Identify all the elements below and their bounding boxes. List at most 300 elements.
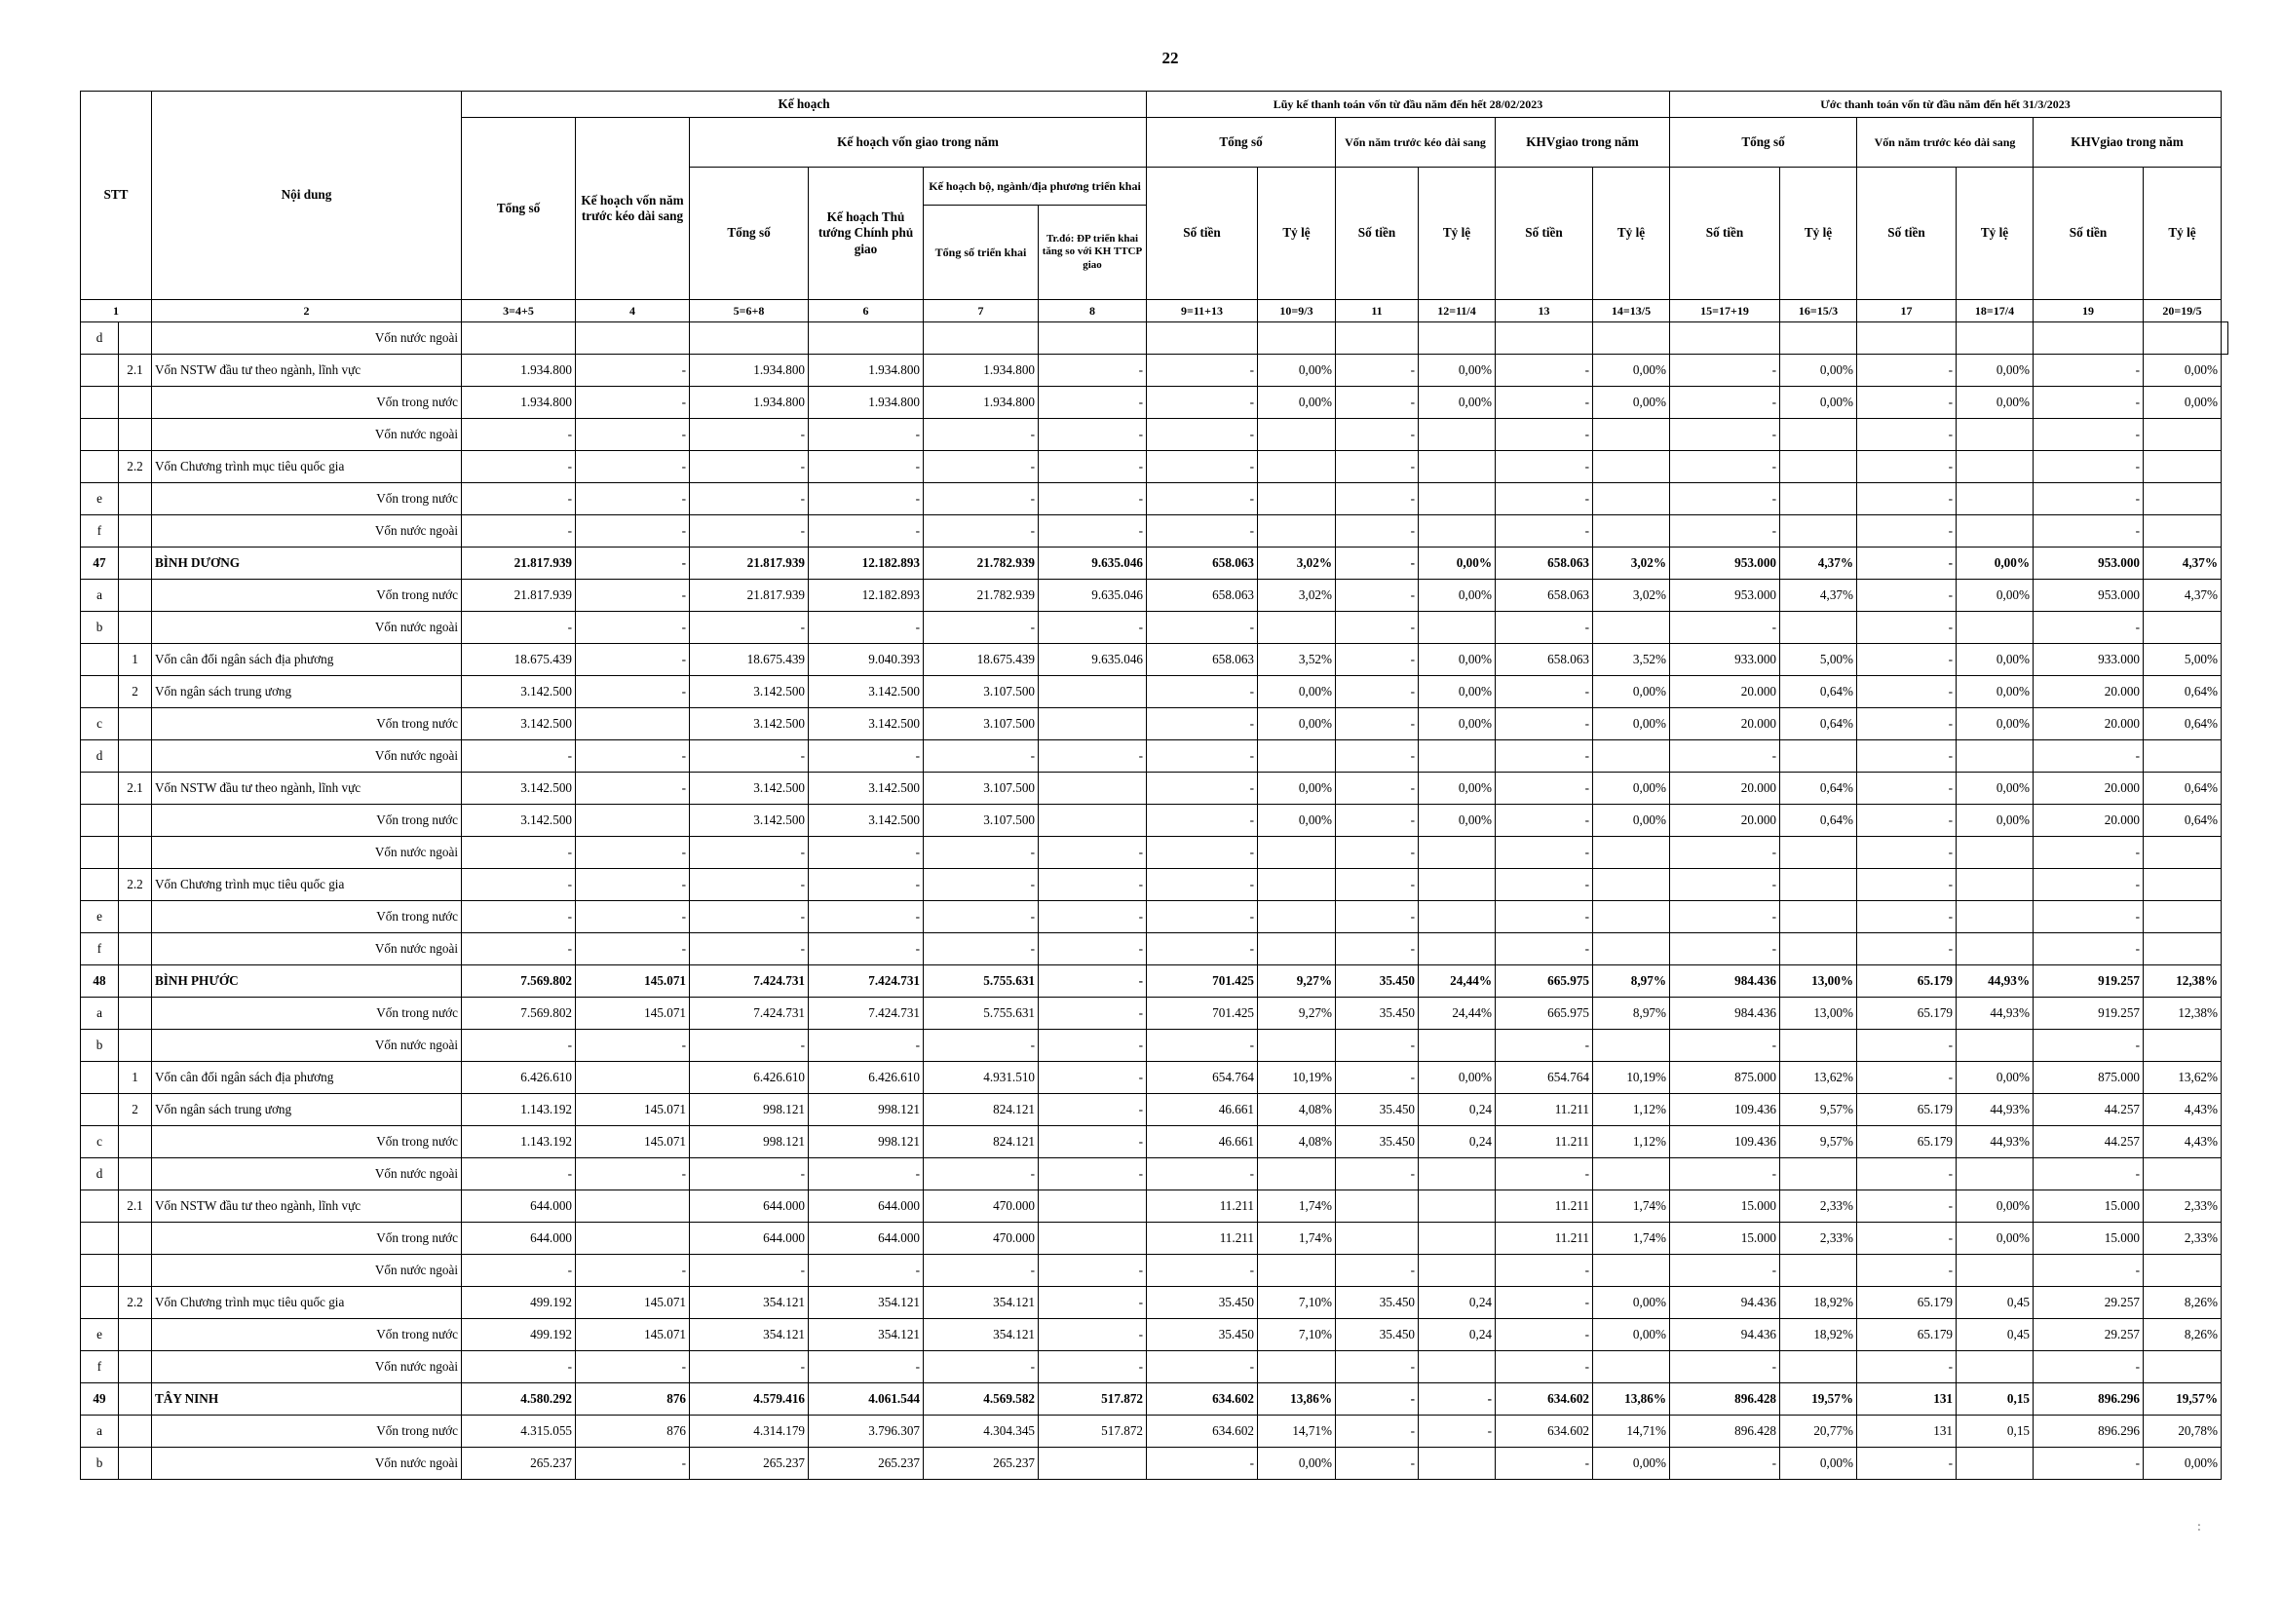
value-cell: - — [924, 451, 1039, 483]
value-cell: 5,00% — [2144, 644, 2222, 676]
value-cell: - — [1857, 483, 1957, 515]
value-cell: 354.121 — [924, 1319, 1039, 1351]
value-cell: 9.635.046 — [1039, 644, 1147, 676]
value-cell: 10,19% — [1258, 1062, 1336, 1094]
value-cell — [1957, 451, 2034, 483]
value-cell: - — [576, 1030, 690, 1062]
value-cell: - — [690, 740, 809, 773]
value-cell — [2144, 322, 2222, 355]
content-cell: Vốn nước ngoài — [152, 1158, 462, 1190]
value-cell: 29.257 — [2034, 1287, 2144, 1319]
value-cell: - — [576, 676, 690, 708]
value-cell — [1957, 1030, 2034, 1062]
value-cell: 0,00% — [1957, 1190, 2034, 1223]
value-cell: - — [1496, 708, 1593, 740]
value-cell: 7.424.731 — [690, 965, 809, 998]
value-cell: 8,26% — [2144, 1287, 2222, 1319]
value-cell: 4.304.345 — [924, 1416, 1039, 1448]
value-cell: - — [690, 901, 809, 933]
value-cell: 18,92% — [1780, 1319, 1857, 1351]
value-cell — [1957, 869, 2034, 901]
header-so-tien-11: Số tiền — [1336, 168, 1419, 300]
value-cell: - — [2034, 419, 2144, 451]
value-cell: 933.000 — [2034, 644, 2144, 676]
table-row — [81, 708, 2228, 740]
sub-stt-cell — [119, 1126, 152, 1158]
value-cell: 12.182.893 — [809, 580, 924, 612]
value-cell: 701.425 — [1147, 965, 1258, 998]
value-cell — [924, 322, 1039, 355]
value-cell — [2144, 1030, 2222, 1062]
value-cell — [1039, 676, 1147, 708]
value-cell: - — [1857, 773, 1957, 805]
value-cell: 0,64% — [1780, 805, 1857, 837]
table-row — [81, 773, 2228, 805]
value-cell: - — [1670, 419, 1780, 451]
value-cell: 354.121 — [690, 1287, 809, 1319]
value-cell — [1593, 1158, 1670, 1190]
value-cell — [1593, 1030, 1670, 1062]
table-row — [81, 1062, 2228, 1094]
value-cell: 94.436 — [1670, 1319, 1780, 1351]
content-cell: Vốn nước ngoài — [152, 933, 462, 965]
value-cell: 12,38% — [2144, 998, 2222, 1030]
content-cell: Vốn cân đối ngân sách địa phương — [152, 644, 462, 676]
content-cell: Vốn trong nước — [152, 901, 462, 933]
value-cell: 998.121 — [690, 1126, 809, 1158]
value-cell: 654.764 — [1147, 1062, 1258, 1094]
column-index-14: 14=13/5 — [1593, 300, 1670, 322]
value-cell: - — [1857, 740, 1957, 773]
value-cell: 644.000 — [690, 1190, 809, 1223]
value-cell: 4,43% — [2144, 1126, 2222, 1158]
value-cell: 0,00% — [1258, 1448, 1336, 1480]
value-cell: - — [576, 644, 690, 676]
stt-cell: b — [81, 1448, 119, 1480]
value-cell: 1,74% — [1258, 1190, 1336, 1223]
value-cell: - — [1147, 773, 1258, 805]
table-row — [81, 419, 2228, 451]
value-cell: 3,52% — [1593, 644, 1670, 676]
value-cell: - — [1147, 1030, 1258, 1062]
value-cell — [1419, 1030, 1496, 1062]
value-cell — [1258, 322, 1336, 355]
value-cell: 13,62% — [1780, 1062, 1857, 1094]
table-row — [81, 1448, 2228, 1480]
value-cell: 20.000 — [1670, 676, 1780, 708]
value-cell: 12.182.893 — [809, 548, 924, 580]
value-cell — [1857, 322, 1957, 355]
sub-stt-cell — [119, 998, 152, 1030]
content-cell: Vốn trong nước — [152, 580, 462, 612]
sub-stt-cell: 2 — [119, 676, 152, 708]
value-cell: 5.755.631 — [924, 965, 1039, 998]
value-cell: 3.107.500 — [924, 805, 1039, 837]
value-cell — [1780, 933, 1857, 965]
table-row — [81, 1158, 2228, 1190]
header-ut-tong-so: Tổng số — [1670, 118, 1857, 168]
value-cell: - — [1039, 515, 1147, 548]
value-cell — [1957, 1158, 2034, 1190]
value-cell — [2144, 901, 2222, 933]
value-cell: - — [1496, 387, 1593, 419]
value-cell: - — [576, 901, 690, 933]
value-cell: - — [462, 1255, 576, 1287]
value-cell: 20.000 — [1670, 773, 1780, 805]
value-cell: - — [1670, 355, 1780, 387]
stt-cell: d — [81, 322, 119, 355]
value-cell — [576, 1223, 690, 1255]
column-index-17: 17 — [1857, 300, 1957, 322]
value-cell: 4,08% — [1258, 1094, 1336, 1126]
content-cell: Vốn NSTW đầu tư theo ngành, lĩnh vực — [152, 1190, 462, 1223]
value-cell: - — [690, 1158, 809, 1190]
value-cell: 644.000 — [462, 1190, 576, 1223]
value-cell: - — [1496, 1158, 1593, 1190]
table-row — [81, 612, 2228, 644]
stt-cell: e — [81, 483, 119, 515]
content-cell: Vốn Chương trình mục tiêu quốc gia — [152, 869, 462, 901]
value-cell: 21.817.939 — [462, 548, 576, 580]
header-stt: STT — [81, 92, 152, 300]
value-cell: 0,64% — [1780, 708, 1857, 740]
value-cell: - — [1670, 1351, 1780, 1383]
value-cell: - — [690, 869, 809, 901]
value-cell: - — [690, 933, 809, 965]
table-row — [81, 483, 2228, 515]
content-cell: Vốn nước ngoài — [152, 1351, 462, 1383]
value-cell: - — [1857, 837, 1957, 869]
value-cell: 4.579.416 — [690, 1383, 809, 1416]
value-cell: 517.872 — [1039, 1383, 1147, 1416]
value-cell: 0,64% — [2144, 708, 2222, 740]
value-cell: 2,33% — [2144, 1190, 2222, 1223]
value-cell: 11.211 — [1496, 1223, 1593, 1255]
value-cell: - — [1336, 869, 1419, 901]
value-cell: - — [1336, 1158, 1419, 1190]
value-cell: 35.450 — [1336, 1319, 1419, 1351]
value-cell: - — [809, 451, 924, 483]
value-cell: 933.000 — [1670, 644, 1780, 676]
value-cell: 44.257 — [2034, 1094, 2144, 1126]
table-row — [81, 1351, 2228, 1383]
sub-stt-cell — [119, 612, 152, 644]
value-cell: - — [1039, 740, 1147, 773]
value-cell: 24,44% — [1419, 965, 1496, 998]
value-cell — [1780, 612, 1857, 644]
value-cell: - — [2034, 869, 2144, 901]
value-cell: 0,24 — [1419, 1319, 1496, 1351]
value-cell: - — [1670, 740, 1780, 773]
header-so-tien-17: Số tiền — [1857, 168, 1957, 300]
value-cell: 35.450 — [1336, 998, 1419, 1030]
table-row — [81, 1126, 2228, 1158]
content-cell: BÌNH DƯƠNG — [152, 548, 462, 580]
value-cell: - — [576, 451, 690, 483]
value-cell — [1780, 322, 1857, 355]
value-cell — [1419, 612, 1496, 644]
table-row — [81, 1255, 2228, 1287]
value-cell: - — [1670, 901, 1780, 933]
value-cell — [1258, 1255, 1336, 1287]
value-cell — [1258, 869, 1336, 901]
value-cell: 665.975 — [1496, 965, 1593, 998]
value-cell: - — [1496, 1319, 1593, 1351]
value-cell: 4.315.055 — [462, 1416, 576, 1448]
value-cell — [1258, 933, 1336, 965]
table-row — [81, 580, 2228, 612]
value-cell: - — [1857, 548, 1957, 580]
value-cell: 654.764 — [1496, 1062, 1593, 1094]
table-row — [81, 676, 2228, 708]
table-row — [81, 1094, 2228, 1126]
value-cell — [1780, 483, 1857, 515]
value-cell — [1419, 869, 1496, 901]
sub-stt-cell — [119, 740, 152, 773]
value-cell: 29.257 — [2034, 1319, 2144, 1351]
value-cell: 3,02% — [1258, 548, 1336, 580]
value-cell: 4,37% — [1780, 548, 1857, 580]
value-cell: 145.071 — [576, 1094, 690, 1126]
value-cell: 65.179 — [1857, 1126, 1957, 1158]
value-cell: 1.934.800 — [462, 355, 576, 387]
value-cell: - — [2034, 451, 2144, 483]
stt-cell — [81, 355, 119, 387]
column-index-13: 13 — [1496, 300, 1593, 322]
table-row — [81, 1319, 2228, 1351]
column-index-10: 10=9/3 — [1258, 300, 1336, 322]
value-cell: - — [1857, 355, 1957, 387]
header-luy-ke: Lũy kế thanh toán vốn từ đầu năm đến hết 28/02/2023 — [1147, 92, 1670, 118]
value-cell: 20.000 — [2034, 805, 2144, 837]
value-cell: 9,57% — [1780, 1094, 1857, 1126]
value-cell: - — [1336, 773, 1419, 805]
table-row — [81, 901, 2228, 933]
table-row — [81, 451, 2228, 483]
value-cell: - — [1039, 1030, 1147, 1062]
value-cell — [2222, 322, 2228, 355]
value-cell: - — [690, 1255, 809, 1287]
sub-stt-cell — [119, 387, 152, 419]
value-cell: 1,74% — [1258, 1223, 1336, 1255]
value-cell: 145.071 — [576, 965, 690, 998]
value-cell — [1419, 1223, 1496, 1255]
table-row — [81, 869, 2228, 901]
value-cell — [1258, 515, 1336, 548]
value-cell: 11.211 — [1496, 1190, 1593, 1223]
value-cell — [1957, 419, 2034, 451]
value-cell — [1039, 1190, 1147, 1223]
column-index-16: 16=15/3 — [1780, 300, 1857, 322]
value-cell: 634.602 — [1147, 1383, 1258, 1416]
content-cell: Vốn cân đối ngân sách địa phương — [152, 1062, 462, 1094]
value-cell: - — [809, 740, 924, 773]
sub-stt-cell — [119, 708, 152, 740]
content-cell: Vốn trong nước — [152, 1126, 462, 1158]
value-cell: - — [1857, 515, 1957, 548]
value-cell: - — [1496, 773, 1593, 805]
value-cell — [1780, 451, 1857, 483]
value-cell: - — [462, 515, 576, 548]
value-cell: - — [1496, 451, 1593, 483]
value-cell: - — [1147, 483, 1258, 515]
value-cell: 3.142.500 — [690, 773, 809, 805]
header-kh-von-nam-truoc: Kế hoạch vốn năm trước kéo dài sang — [576, 118, 690, 300]
value-cell: - — [1039, 837, 1147, 869]
value-cell: - — [1039, 451, 1147, 483]
value-cell: 644.000 — [462, 1223, 576, 1255]
value-cell — [1593, 451, 1670, 483]
content-cell: Vốn trong nước — [152, 998, 462, 1030]
value-cell — [1258, 1351, 1336, 1383]
stt-cell — [81, 1255, 119, 1287]
province-row — [81, 548, 2228, 580]
value-cell: 12,38% — [2144, 965, 2222, 998]
value-cell: 701.425 — [1147, 998, 1258, 1030]
stt-cell: e — [81, 1319, 119, 1351]
value-cell: 3.142.500 — [690, 805, 809, 837]
value-cell: - — [1147, 612, 1258, 644]
stt-cell — [81, 676, 119, 708]
value-cell: - — [2034, 1448, 2144, 1480]
value-cell: 0,24 — [1419, 1126, 1496, 1158]
value-cell — [1957, 740, 2034, 773]
value-cell: 20.000 — [1670, 805, 1780, 837]
province-row — [81, 1383, 2228, 1416]
value-cell: - — [1336, 676, 1419, 708]
sub-stt-cell — [119, 1255, 152, 1287]
value-cell: 265.237 — [809, 1448, 924, 1480]
stt-cell — [81, 1190, 119, 1223]
value-cell: 3.142.500 — [462, 708, 576, 740]
value-cell: - — [1857, 805, 1957, 837]
header-ty-le-14: Tỷ lệ — [1593, 168, 1670, 300]
value-cell: 44.257 — [2034, 1126, 2144, 1158]
value-cell: - — [1670, 1030, 1780, 1062]
sub-stt-cell: 2.2 — [119, 1287, 152, 1319]
value-cell: 2,33% — [2144, 1223, 2222, 1255]
header-ty-le-16: Tỷ lệ — [1780, 168, 1857, 300]
value-cell — [1593, 322, 1670, 355]
value-cell: 0,00% — [1957, 580, 2034, 612]
value-cell: - — [1039, 1094, 1147, 1126]
value-cell: - — [809, 1030, 924, 1062]
table-header — [81, 92, 2228, 322]
value-cell: - — [1336, 580, 1419, 612]
value-cell: - — [2034, 740, 2144, 773]
value-cell: 824.121 — [924, 1126, 1039, 1158]
value-cell: - — [1857, 1351, 1957, 1383]
value-cell: - — [1336, 805, 1419, 837]
value-cell: - — [576, 740, 690, 773]
value-cell: 1.934.800 — [809, 355, 924, 387]
value-cell — [576, 805, 690, 837]
value-cell: - — [576, 515, 690, 548]
value-cell — [1419, 1351, 1496, 1383]
sub-stt-cell — [119, 965, 152, 998]
value-cell: 6.426.610 — [462, 1062, 576, 1094]
value-cell: - — [924, 901, 1039, 933]
value-cell: 824.121 — [924, 1094, 1039, 1126]
value-cell: - — [1857, 580, 1957, 612]
value-cell: 8,97% — [1593, 965, 1670, 998]
value-cell: - — [1670, 451, 1780, 483]
content-cell: TÂY NINH — [152, 1383, 462, 1416]
value-cell: 0,00% — [1957, 773, 2034, 805]
value-cell: - — [576, 773, 690, 805]
value-cell — [1336, 1190, 1419, 1223]
value-cell — [2144, 837, 2222, 869]
value-cell: 6.426.610 — [809, 1062, 924, 1094]
value-cell: - — [1496, 1255, 1593, 1287]
value-cell — [1258, 837, 1336, 869]
value-cell: - — [2034, 1158, 2144, 1190]
value-cell: 94.436 — [1670, 1287, 1780, 1319]
value-cell: 3,02% — [1258, 580, 1336, 612]
value-cell: 0,64% — [2144, 773, 2222, 805]
value-cell: - — [924, 1030, 1039, 1062]
stt-cell: 47 — [81, 548, 119, 580]
value-cell: - — [809, 1158, 924, 1190]
value-cell: 10,19% — [1593, 1062, 1670, 1094]
value-cell: 0,00% — [1258, 387, 1336, 419]
value-cell: - — [1147, 1448, 1258, 1480]
value-cell: 3.142.500 — [690, 676, 809, 708]
value-cell: 4.580.292 — [462, 1383, 576, 1416]
table-row — [81, 1223, 2228, 1255]
value-cell — [1670, 322, 1780, 355]
value-cell: 876 — [576, 1416, 690, 1448]
content-cell: Vốn NSTW đầu tư theo ngành, lĩnh vực — [152, 773, 462, 805]
value-cell: - — [576, 483, 690, 515]
value-cell: 145.071 — [576, 1319, 690, 1351]
content-cell: Vốn nước ngoài — [152, 1255, 462, 1287]
value-cell: 1.934.800 — [809, 387, 924, 419]
stt-cell: b — [81, 1030, 119, 1062]
value-cell: 0,00% — [1593, 387, 1670, 419]
value-cell: - — [1336, 1383, 1419, 1416]
value-cell: - — [1496, 419, 1593, 451]
value-cell: - — [1039, 1158, 1147, 1190]
value-cell: 0,00% — [1593, 1287, 1670, 1319]
value-cell: 21.782.939 — [924, 548, 1039, 580]
sub-stt-cell — [119, 419, 152, 451]
value-cell: - — [1147, 387, 1258, 419]
value-cell — [1957, 322, 2034, 355]
column-index-11: 11 — [1336, 300, 1419, 322]
value-cell: 13,86% — [1258, 1383, 1336, 1416]
value-cell — [2144, 1158, 2222, 1190]
value-cell — [1593, 1255, 1670, 1287]
value-cell — [2144, 612, 2222, 644]
value-cell — [1258, 483, 1336, 515]
content-cell: Vốn trong nước — [152, 805, 462, 837]
value-cell: - — [1147, 451, 1258, 483]
value-cell: - — [1336, 1062, 1419, 1094]
stt-cell — [81, 644, 119, 676]
scan-mark: : — [2197, 1520, 2201, 1534]
value-cell: 131 — [1857, 1383, 1957, 1416]
value-cell — [2144, 1351, 2222, 1383]
value-cell: - — [1496, 483, 1593, 515]
value-cell: 517.872 — [1039, 1416, 1147, 1448]
value-cell: 896.296 — [2034, 1383, 2144, 1416]
value-cell: - — [462, 1351, 576, 1383]
value-cell: - — [1147, 676, 1258, 708]
sub-stt-cell — [119, 805, 152, 837]
value-cell — [576, 322, 690, 355]
value-cell: - — [2034, 901, 2144, 933]
